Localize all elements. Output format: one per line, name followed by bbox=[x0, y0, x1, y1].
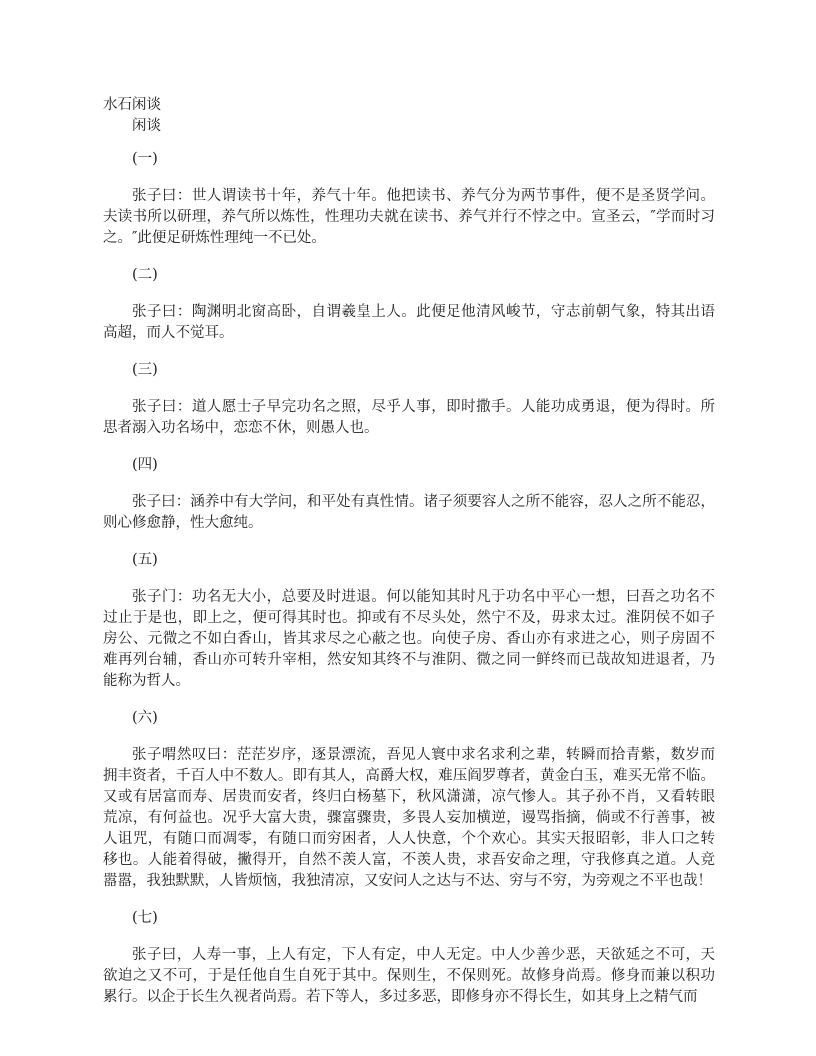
text-line: 拥丰资者，千百人中不数人。即有其人，高爵大权，难压阎罗尊者，黄金白玉，难买无常不临。 bbox=[103, 768, 715, 784]
text-line: 张子门：功名无大小，总要及时进退。何以能知其时凡于功名中平心一想，曰吾之功名不 bbox=[132, 589, 715, 605]
paragraph bbox=[103, 397, 715, 439]
text-line: 张子曰：涵养中有大学问，和平处有真性情。诸子须要容人之所不能容，忍人之所不能忍， bbox=[132, 494, 715, 510]
text-line: 难再列台辅，香山亦可转升宰相，然安知其终不与淮阴、微之同一鲜终而已哉故知进退者，乃 bbox=[103, 652, 715, 668]
text-line: 移也。人能着得破，撇得开，自然不羡人富，不羡人贵，求吾安命之理，守我修真之道。人竞 bbox=[103, 852, 715, 868]
text-line: 夫读书所以研理，养气所以炼性，性理功夫就在读书、养气并行不悖之中。宣圣云，″学而时习 bbox=[103, 209, 715, 225]
paragraph bbox=[103, 945, 715, 1008]
text-line: 张子曰：道人愿士子早完功名之照，尽乎人事，即时撒手。人能功成勇退，便为得时。所 bbox=[132, 399, 715, 415]
text-line: 人诅咒，有随口而凋零，有随口而穷困者，人人快意，个个欢心。其实天报昭彰，非人口之转 bbox=[103, 831, 715, 847]
text-line: 欲迫之又不可，于是任他自生自死于其中。保则生，不保则死。故修身尚焉。修身而兼以积功 bbox=[103, 968, 715, 984]
text-line: 则心修愈静，性大愈纯。 bbox=[103, 515, 263, 531]
document-title: 水石闲谈 bbox=[103, 97, 161, 113]
text-line: 能称为哲人。 bbox=[103, 673, 190, 689]
paragraph bbox=[103, 186, 715, 249]
paragraph bbox=[103, 745, 715, 892]
section-number: (七) bbox=[132, 910, 158, 926]
paragraph bbox=[103, 302, 715, 344]
paragraph bbox=[103, 492, 715, 534]
text-line: 张子曰，人寿一事，上人有定，下人有定，中人无定。中人少善少恶，天欲延之不可，天 bbox=[132, 947, 715, 963]
section-number: (三) bbox=[132, 362, 158, 378]
text-line: 张子喟然叹曰：茫茫岁序，逐景漂流，吾见人寰中求名求利之辈，转瞬而拾青紫，数岁而 bbox=[132, 747, 715, 763]
paragraph bbox=[103, 587, 715, 692]
section-number: (四) bbox=[132, 457, 158, 473]
text-line: 嚣嚣，我独默默，人皆烦恼，我独清凉，又安问人之达与不达、穷与不穷，为旁观之不平也哉！ bbox=[103, 873, 712, 889]
document-body bbox=[103, 149, 715, 1008]
text-line: 张子曰：世人谓读书十年，养气十年。他把读书、养气分为两节事件，便不是圣贤学问。 bbox=[132, 188, 715, 204]
text-line: 累行。以企于长生久视者尚焉。若下等人，多过多恶，即修身亦不得长生，如其身上之精气而 bbox=[103, 989, 698, 1005]
text-line: 高超，而人不觉耳。 bbox=[103, 325, 234, 341]
text-line: 荒凉，有何益也。况乎大富大贵，骤富骤贵，多畏人妄加横逆，谩骂指摘，倘或不行善事，被 bbox=[103, 810, 715, 826]
text-line: 思者溺入功名场中，恋恋不休，则愚人也。 bbox=[103, 420, 379, 436]
section-number: (五) bbox=[132, 552, 158, 568]
text-line: 过止于是也，即上之，便可得其时也。抑或有不尽头处，然宁不及，毋求太过。淮阴侯不如子 bbox=[103, 610, 715, 626]
text-line: 房公、元微之不如白香山，皆其求尽之心蔽之也。向使子房、香山亦有求进之心，则子房固不 bbox=[103, 631, 715, 647]
document-subtitle: 闲谈 bbox=[132, 118, 161, 134]
section-number: (六) bbox=[132, 710, 158, 726]
text-line: 张子曰：陶渊明北窗高卧，自谓羲皇上人。此便足他清风峻节，守志前朝气象，特其出语 bbox=[132, 304, 715, 320]
section-number: (一) bbox=[132, 151, 158, 167]
section-number: (二) bbox=[132, 267, 158, 283]
text-line: 又或有居富而寿、居贵而安者，终归白杨墓下，秋风潇潇，凉气惨人。其子孙不肖，又看转眼 bbox=[103, 789, 715, 805]
text-line: 之。″此便足研炼性理纯一不已处。 bbox=[103, 230, 326, 246]
